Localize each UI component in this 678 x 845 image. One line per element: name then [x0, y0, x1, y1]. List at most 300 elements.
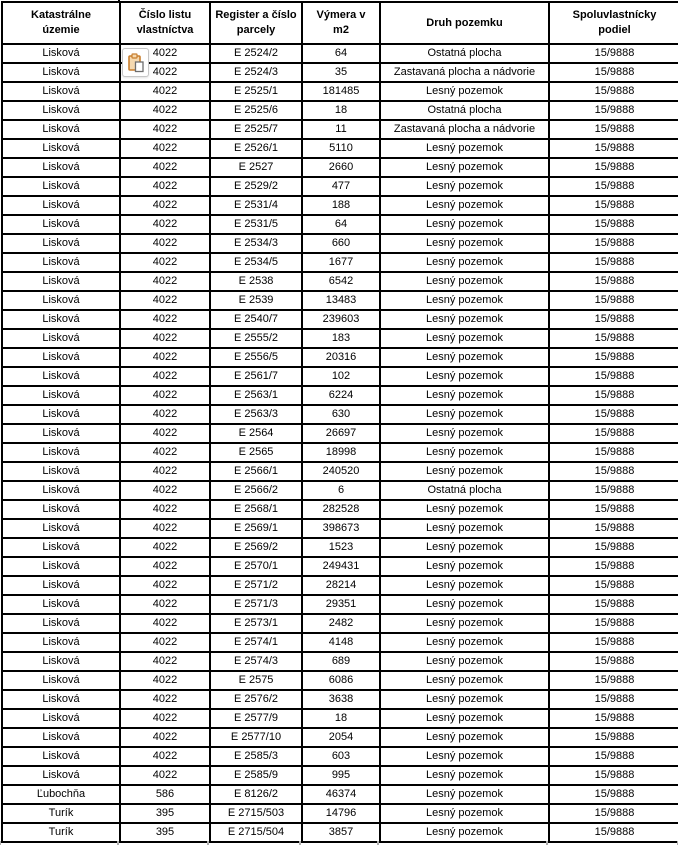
cell-col-1: Lisková — [2, 215, 120, 234]
table-row — [2, 405, 678, 424]
cell-col-3: E 2561/7 — [210, 367, 302, 386]
table-row — [2, 614, 678, 633]
cell-col-3: E 2585/9 — [210, 766, 302, 785]
table-row — [2, 177, 678, 196]
table-row — [2, 538, 678, 557]
cell-col-6: 15/9888 — [549, 671, 678, 690]
cell-col-3: E 2577/10 — [210, 728, 302, 747]
cell-col-2: 4022 — [120, 728, 210, 747]
cell-col-5: Lesný pozemok — [380, 158, 549, 177]
cell-col-4: 13483 — [302, 291, 380, 310]
cell-col-1: Lisková — [2, 386, 120, 405]
cell-col-5: Lesný pozemok — [380, 519, 549, 538]
cell-col-4: 5110 — [302, 139, 380, 158]
cell-col-6: 15/9888 — [549, 766, 678, 785]
cell-col-3: E 2569/1 — [210, 519, 302, 538]
cell-col-6: 15/9888 — [549, 329, 678, 348]
cell-col-2: 4022 — [120, 158, 210, 177]
cell-col-1: Ľubochňa — [2, 785, 120, 804]
cell-col-5: Lesný pozemok — [380, 405, 549, 424]
cell-col-2: 395 — [120, 823, 210, 842]
cell-col-5: Lesný pozemok — [380, 329, 549, 348]
column-header-3: Register a číslo parcely — [210, 2, 302, 44]
cell-col-6: 15/9888 — [549, 196, 678, 215]
cell-col-1: Lisková — [2, 728, 120, 747]
cell-col-3: E 2563/3 — [210, 405, 302, 424]
cell-col-3: E 2571/3 — [210, 595, 302, 614]
cell-col-4: 20316 — [302, 348, 380, 367]
cell-col-6: 15/9888 — [549, 709, 678, 728]
cell-col-5: Zastavaná plocha a nádvorie — [380, 63, 549, 82]
cell-col-1: Lisková — [2, 44, 120, 63]
cell-col-6: 15/9888 — [549, 785, 678, 804]
cell-col-1: Lisková — [2, 177, 120, 196]
table-row — [2, 576, 678, 595]
cell-col-2: 4022 — [120, 595, 210, 614]
cell-col-4: 477 — [302, 177, 380, 196]
cell-col-4: 3857 — [302, 823, 380, 842]
cell-col-2: 4022 — [120, 709, 210, 728]
table-row — [2, 424, 678, 443]
cell-col-2: 4022 — [120, 481, 210, 500]
cell-col-2: 4022 — [120, 139, 210, 158]
table-row — [2, 329, 678, 348]
cell-col-5: Lesný pozemok — [380, 348, 549, 367]
cell-col-6: 15/9888 — [549, 215, 678, 234]
cell-col-6: 15/9888 — [549, 576, 678, 595]
cell-col-5: Lesný pozemok — [380, 424, 549, 443]
cell-col-3: E 2529/2 — [210, 177, 302, 196]
table-row — [2, 253, 678, 272]
cell-col-3: E 2525/6 — [210, 101, 302, 120]
cell-col-1: Lisková — [2, 101, 120, 120]
cell-col-2: 4022 — [120, 367, 210, 386]
cell-col-3: E 2540/7 — [210, 310, 302, 329]
cell-col-1: Lisková — [2, 462, 120, 481]
table-row — [2, 386, 678, 405]
cell-col-4: 183 — [302, 329, 380, 348]
column-header-6: Spoluvlastnícky podiel — [549, 2, 678, 44]
cell-col-1: Lisková — [2, 443, 120, 462]
cell-col-4: 102 — [302, 367, 380, 386]
cell-col-4: 18 — [302, 709, 380, 728]
cell-col-5: Lesný pozemok — [380, 671, 549, 690]
table-row — [2, 139, 678, 158]
table-border-stub-bottom — [207, 841, 209, 845]
cell-col-6: 15/9888 — [549, 139, 678, 158]
cell-col-2: 395 — [120, 804, 210, 823]
cell-col-3: E 2531/5 — [210, 215, 302, 234]
cell-col-6: 15/9888 — [549, 595, 678, 614]
cell-col-2: 4022 — [120, 234, 210, 253]
cell-col-2: 586 — [120, 785, 210, 804]
cell-col-2: 4022 — [120, 614, 210, 633]
cell-col-4: 995 — [302, 766, 380, 785]
cell-col-6: 15/9888 — [549, 44, 678, 63]
cell-col-2: 4022 — [120, 196, 210, 215]
cell-col-5: Lesný pozemok — [380, 253, 549, 272]
cell-col-4: 240520 — [302, 462, 380, 481]
cell-col-6: 15/9888 — [549, 823, 678, 842]
cell-col-4: 6224 — [302, 386, 380, 405]
cell-col-1: Lisková — [2, 595, 120, 614]
cell-col-2: 4022 — [120, 462, 210, 481]
cell-col-4: 630 — [302, 405, 380, 424]
cell-col-5: Lesný pozemok — [380, 557, 549, 576]
cell-col-3: E 2524/2 — [210, 44, 302, 63]
table-row — [2, 690, 678, 709]
cell-col-6: 15/9888 — [549, 519, 678, 538]
table-row — [2, 82, 678, 101]
cell-col-4: 282528 — [302, 500, 380, 519]
cell-col-6: 15/9888 — [549, 633, 678, 652]
cell-col-1: Turík — [2, 804, 120, 823]
cell-col-5: Lesný pozemok — [380, 747, 549, 766]
cell-col-6: 15/9888 — [549, 272, 678, 291]
cell-col-4: 239603 — [302, 310, 380, 329]
cell-col-6: 15/9888 — [549, 804, 678, 823]
cell-col-3: E 2564 — [210, 424, 302, 443]
cell-col-2: 4022 — [120, 272, 210, 291]
cadastral-parcels-table — [1, 1, 678, 843]
cell-col-4: 35 — [302, 63, 380, 82]
table-row — [2, 196, 678, 215]
table-row — [2, 823, 678, 842]
cell-col-2: 4022 — [120, 652, 210, 671]
cell-col-4: 249431 — [302, 557, 380, 576]
cell-col-1: Lisková — [2, 82, 120, 101]
table-row — [2, 519, 678, 538]
cell-col-6: 15/9888 — [549, 101, 678, 120]
cell-col-1: Lisková — [2, 234, 120, 253]
table-row — [2, 272, 678, 291]
table-row — [2, 443, 678, 462]
cell-col-3: E 2539 — [210, 291, 302, 310]
cell-col-4: 26697 — [302, 424, 380, 443]
table-row — [2, 101, 678, 120]
cell-col-3: E 2715/504 — [210, 823, 302, 842]
cell-col-4: 1677 — [302, 253, 380, 272]
cell-col-4: 6086 — [302, 671, 380, 690]
cell-col-2: 4022 — [120, 177, 210, 196]
cell-col-3: E 2575 — [210, 671, 302, 690]
cell-col-2: 4022 — [120, 538, 210, 557]
cell-col-1: Lisková — [2, 158, 120, 177]
cell-col-5: Lesný pozemok — [380, 804, 549, 823]
cell-col-6: 15/9888 — [549, 690, 678, 709]
cell-col-4: 689 — [302, 652, 380, 671]
cell-col-3: E 2569/2 — [210, 538, 302, 557]
cell-col-3: E 2577/9 — [210, 709, 302, 728]
cell-col-1: Lisková — [2, 671, 120, 690]
cell-col-5: Lesný pozemok — [380, 367, 549, 386]
cell-col-1: Lisková — [2, 329, 120, 348]
cell-col-3: E 2525/1 — [210, 82, 302, 101]
column-header-2: Číslo listu vlastníctva — [120, 2, 210, 44]
cell-col-6: 15/9888 — [549, 63, 678, 82]
table-row — [2, 785, 678, 804]
cell-col-4: 4148 — [302, 633, 380, 652]
cell-col-5: Lesný pozemok — [380, 234, 549, 253]
cell-col-2: 4022 — [120, 291, 210, 310]
cell-col-3: E 2556/5 — [210, 348, 302, 367]
cell-col-5: Lesný pozemok — [380, 633, 549, 652]
cell-col-6: 15/9888 — [549, 120, 678, 139]
cell-col-3: E 2531/4 — [210, 196, 302, 215]
cell-col-2: 4022 — [120, 690, 210, 709]
cell-col-2: 4022 — [120, 386, 210, 405]
cell-col-4: 29351 — [302, 595, 380, 614]
cell-col-5: Lesný pozemok — [380, 652, 549, 671]
table-row — [2, 709, 678, 728]
cell-col-1: Lisková — [2, 652, 120, 671]
table-row — [2, 234, 678, 253]
cell-col-1: Lisková — [2, 709, 120, 728]
cell-col-1: Lisková — [2, 747, 120, 766]
cell-col-4: 2482 — [302, 614, 380, 633]
cell-col-6: 15/9888 — [549, 424, 678, 443]
cell-col-4: 46374 — [302, 785, 380, 804]
cell-col-2: 4022 — [120, 443, 210, 462]
cell-col-5: Lesný pozemok — [380, 82, 549, 101]
cell-col-1: Lisková — [2, 614, 120, 633]
cell-col-4: 2660 — [302, 158, 380, 177]
cell-col-2: 4022 — [120, 329, 210, 348]
cell-col-4: 11 — [302, 120, 380, 139]
cell-col-4: 28214 — [302, 576, 380, 595]
cell-col-5: Ostatná plocha — [380, 44, 549, 63]
table-row — [2, 652, 678, 671]
table-row — [2, 367, 678, 386]
cell-col-2: 4022 — [120, 120, 210, 139]
cell-col-4: 1523 — [302, 538, 380, 557]
cell-col-2: 4022 — [120, 310, 210, 329]
cell-col-2: 4022 — [120, 557, 210, 576]
table-row — [2, 728, 678, 747]
table-header — [2, 2, 678, 44]
cell-col-6: 15/9888 — [549, 253, 678, 272]
cell-col-5: Lesný pozemok — [380, 595, 549, 614]
cell-col-4: 6542 — [302, 272, 380, 291]
cell-col-6: 15/9888 — [549, 747, 678, 766]
cell-col-6: 15/9888 — [549, 177, 678, 196]
cell-col-6: 15/9888 — [549, 348, 678, 367]
cell-col-5: Ostatná plocha — [380, 101, 549, 120]
cell-col-6: 15/9888 — [549, 462, 678, 481]
cell-col-3: E 2576/2 — [210, 690, 302, 709]
cell-col-3: E 2565 — [210, 443, 302, 462]
paste-options-button[interactable] — [122, 48, 149, 77]
cell-col-6: 15/9888 — [549, 500, 678, 519]
cell-col-3: E 2571/2 — [210, 576, 302, 595]
cell-col-2: 4022 — [120, 405, 210, 424]
cell-col-3: E 2574/1 — [210, 633, 302, 652]
cell-col-6: 15/9888 — [549, 405, 678, 424]
cell-col-5: Lesný pozemok — [380, 139, 549, 158]
cell-col-1: Lisková — [2, 253, 120, 272]
cell-col-5: Ostatná plocha — [380, 481, 549, 500]
cell-col-2: 4022 — [120, 253, 210, 272]
cell-col-1: Turík — [2, 823, 120, 842]
table-border-stub-bottom — [117, 841, 119, 845]
table-border-stub-bottom — [546, 841, 548, 845]
cell-col-5: Lesný pozemok — [380, 690, 549, 709]
cell-col-3: E 2526/1 — [210, 139, 302, 158]
table-row — [2, 804, 678, 823]
cell-col-6: 15/9888 — [549, 481, 678, 500]
cell-col-4: 64 — [302, 44, 380, 63]
cell-col-4: 3638 — [302, 690, 380, 709]
cell-col-5: Lesný pozemok — [380, 196, 549, 215]
cell-col-3: E 2574/3 — [210, 652, 302, 671]
cell-col-3: E 2527 — [210, 158, 302, 177]
cell-col-2: 4022 — [120, 519, 210, 538]
header-row — [2, 2, 678, 44]
cell-col-6: 15/9888 — [549, 310, 678, 329]
cell-col-1: Lisková — [2, 690, 120, 709]
cell-col-4: 660 — [302, 234, 380, 253]
cell-col-3: E 2534/3 — [210, 234, 302, 253]
cell-col-6: 15/9888 — [549, 557, 678, 576]
cell-col-1: Lisková — [2, 139, 120, 158]
cell-col-5: Zastavaná plocha a nádvorie — [380, 120, 549, 139]
cell-col-1: Lisková — [2, 633, 120, 652]
cell-col-1: Lisková — [2, 519, 120, 538]
cell-col-4: 2054 — [302, 728, 380, 747]
table-row — [2, 747, 678, 766]
cell-col-2: 4022 — [120, 633, 210, 652]
cell-col-3: E 2566/1 — [210, 462, 302, 481]
cell-col-6: 15/9888 — [549, 367, 678, 386]
cell-col-4: 18998 — [302, 443, 380, 462]
cell-col-3: E 2525/7 — [210, 120, 302, 139]
cell-col-1: Lisková — [2, 481, 120, 500]
cell-col-2: 4022 — [120, 424, 210, 443]
cell-col-1: Lisková — [2, 367, 120, 386]
cell-col-1: Lisková — [2, 576, 120, 595]
cell-col-4: 398673 — [302, 519, 380, 538]
cell-col-4: 181485 — [302, 82, 380, 101]
cell-col-5: Lesný pozemok — [380, 291, 549, 310]
table-row — [2, 348, 678, 367]
cell-col-2: 4022 — [120, 576, 210, 595]
cell-col-1: Lisková — [2, 424, 120, 443]
cell-col-4: 188 — [302, 196, 380, 215]
cell-col-3: E 2538 — [210, 272, 302, 291]
cell-col-5: Lesný pozemok — [380, 310, 549, 329]
cell-col-5: Lesný pozemok — [380, 386, 549, 405]
cell-col-3: E 2524/3 — [210, 63, 302, 82]
table-row — [2, 595, 678, 614]
cell-col-3: E 2563/1 — [210, 386, 302, 405]
cell-col-5: Lesný pozemok — [380, 823, 549, 842]
table-border-stub-bottom — [377, 841, 379, 845]
cell-col-6: 15/9888 — [549, 158, 678, 177]
cell-col-6: 15/9888 — [549, 234, 678, 253]
cell-col-6: 15/9888 — [549, 386, 678, 405]
cell-col-3: E 2715/503 — [210, 804, 302, 823]
column-header-5: Druh pozemku — [380, 2, 549, 44]
cell-col-5: Lesný pozemok — [380, 538, 549, 557]
cell-col-1: Lisková — [2, 120, 120, 139]
cell-col-2: 4022 — [120, 671, 210, 690]
cell-col-3: E 8126/2 — [210, 785, 302, 804]
column-header-4: Výmera v m2 — [302, 2, 380, 44]
table-border-stub-bottom — [0, 841, 1, 845]
table-border-stub-top — [118, 0, 120, 3]
table-row — [2, 120, 678, 139]
cell-col-2: 4022 — [120, 500, 210, 519]
cell-col-5: Lesný pozemok — [380, 614, 549, 633]
table-row — [2, 500, 678, 519]
cell-col-1: Lisková — [2, 272, 120, 291]
cell-col-1: Lisková — [2, 500, 120, 519]
cell-col-5: Lesný pozemok — [380, 462, 549, 481]
table-row — [2, 215, 678, 234]
cell-col-5: Lesný pozemok — [380, 709, 549, 728]
table-row — [2, 291, 678, 310]
cell-col-4: 18 — [302, 101, 380, 120]
cell-col-5: Lesný pozemok — [380, 443, 549, 462]
table-row — [2, 158, 678, 177]
cell-col-3: E 2555/2 — [210, 329, 302, 348]
cell-col-2: 4022 — [120, 766, 210, 785]
cell-col-2: 4022 — [120, 101, 210, 120]
column-header-1: Katastrálne územie — [2, 2, 120, 44]
table-row — [2, 766, 678, 785]
cell-col-5: Lesný pozemok — [380, 177, 549, 196]
cell-col-1: Lisková — [2, 196, 120, 215]
table-row — [2, 671, 678, 690]
cell-col-3: E 2570/1 — [210, 557, 302, 576]
table-row — [2, 310, 678, 329]
table-border-stub-bottom — [299, 841, 301, 845]
cell-col-4: 6 — [302, 481, 380, 500]
cell-col-6: 15/9888 — [549, 614, 678, 633]
cell-col-2: 4022 — [120, 44, 210, 63]
cell-col-2: 4022 — [120, 82, 210, 101]
cell-col-3: E 2573/1 — [210, 614, 302, 633]
cell-col-5: Lesný pozemok — [380, 766, 549, 785]
cell-col-3: E 2568/1 — [210, 500, 302, 519]
cell-col-1: Lisková — [2, 310, 120, 329]
table-row — [2, 44, 678, 63]
cell-col-3: E 2585/3 — [210, 747, 302, 766]
cell-col-5: Lesný pozemok — [380, 500, 549, 519]
cell-col-2: 4022 — [120, 348, 210, 367]
cell-col-2: 4022 — [120, 63, 210, 82]
cell-col-1: Lisková — [2, 766, 120, 785]
table-row — [2, 462, 678, 481]
cell-col-3: E 2566/2 — [210, 481, 302, 500]
cell-col-2: 4022 — [120, 747, 210, 766]
cell-col-1: Lisková — [2, 538, 120, 557]
cell-col-4: 64 — [302, 215, 380, 234]
cell-col-4: 603 — [302, 747, 380, 766]
cell-col-5: Lesný pozemok — [380, 272, 549, 291]
table-body — [2, 44, 678, 842]
cell-col-4: 14796 — [302, 804, 380, 823]
cell-col-1: Lisková — [2, 63, 120, 82]
table-row — [2, 63, 678, 82]
cell-col-5: Lesný pozemok — [380, 215, 549, 234]
cell-col-2: 4022 — [120, 215, 210, 234]
cell-col-5: Lesný pozemok — [380, 576, 549, 595]
cell-col-1: Lisková — [2, 557, 120, 576]
cell-col-5: Lesný pozemok — [380, 728, 549, 747]
cell-col-1: Lisková — [2, 291, 120, 310]
cell-col-6: 15/9888 — [549, 82, 678, 101]
